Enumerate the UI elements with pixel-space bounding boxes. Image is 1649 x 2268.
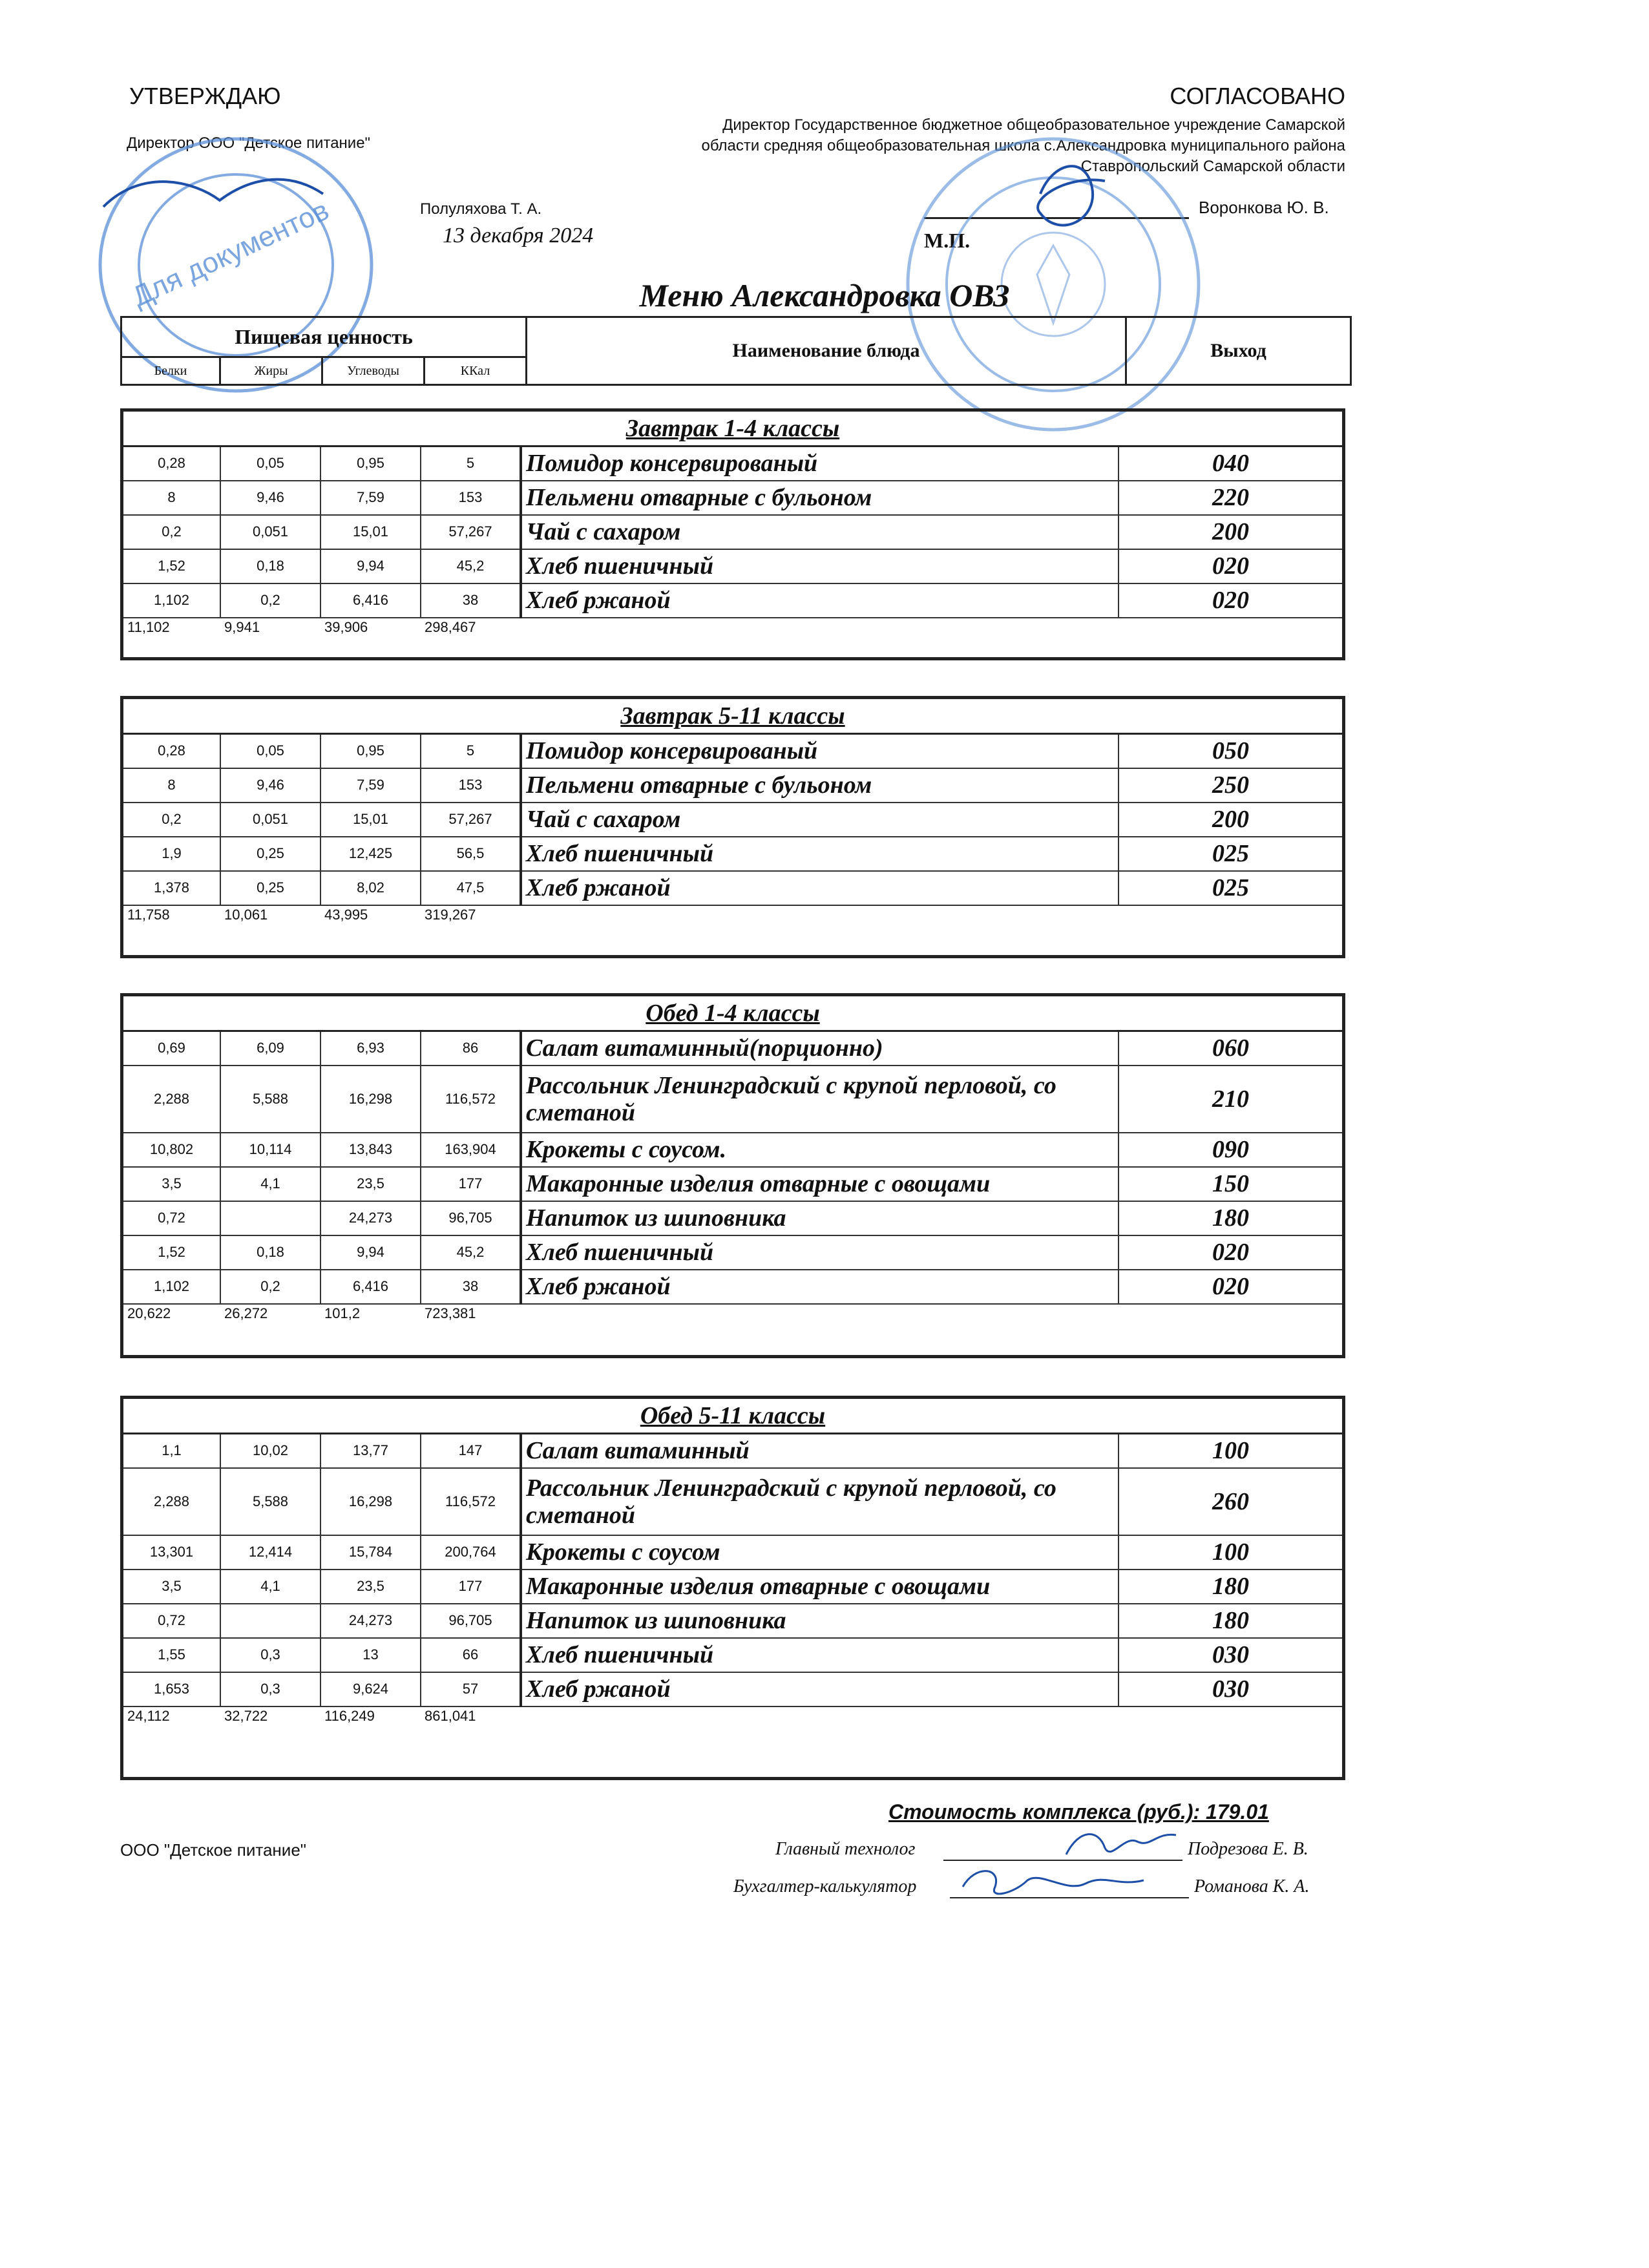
footer-org: ООО "Детское питание"	[120, 1840, 307, 1860]
total-empty	[521, 905, 1342, 925]
menu-row	[123, 1066, 1342, 1133]
section-breakfast-5-11	[120, 696, 1345, 958]
carbs-cell: 9,94	[320, 1235, 421, 1270]
menu-row	[123, 837, 1342, 871]
kcal-cell: 57,267	[421, 515, 521, 549]
kcal-cell: 96,705	[421, 1201, 521, 1235]
output-cell: 210	[1119, 1066, 1342, 1133]
kcal-cell: 57	[421, 1672, 521, 1706]
column-header	[120, 316, 1352, 386]
header-output: Выход	[1126, 317, 1351, 385]
dish-cell: Хлеб пшеничный	[521, 837, 1119, 871]
total-cell: 26,272	[220, 1304, 320, 1323]
menu-row	[123, 583, 1342, 618]
carbs-cell: 16,298	[320, 1066, 421, 1133]
total-cell: 32,722	[220, 1706, 320, 1726]
agreed-line2: области средняя общеобразовательная школа с.Александровка муниципального района	[701, 137, 1345, 154]
kcal-cell: 96,705	[421, 1604, 521, 1638]
menu-row	[123, 734, 1342, 768]
carbs-cell: 7,59	[320, 768, 421, 803]
header-dish: Наименование блюда	[527, 317, 1126, 385]
section-lunch-5-11	[120, 1396, 1345, 1780]
agreed-title: СОГЛАСОВАНО	[1170, 83, 1345, 109]
proteins-cell: 1,653	[123, 1672, 220, 1706]
section-table	[123, 996, 1342, 1323]
section-table	[123, 1399, 1342, 1726]
carbs-cell: 13	[320, 1638, 421, 1672]
fats-cell: 9,46	[220, 768, 320, 803]
proteins-cell: 1,52	[123, 1235, 220, 1270]
mp-label: М.П.	[924, 229, 971, 252]
carbs-cell: 0,95	[320, 446, 421, 481]
dish-cell: Хлеб пшеничный	[521, 549, 1119, 583]
kcal-cell: 200,764	[421, 1535, 521, 1570]
carbs-cell: 15,784	[320, 1535, 421, 1570]
proteins-cell: 13,301	[123, 1535, 220, 1570]
total-cell: 39,906	[320, 618, 421, 637]
total-row	[123, 1706, 1342, 1726]
dish-cell: Чай с сахаром	[521, 515, 1119, 549]
kcal-cell: 45,2	[421, 1235, 521, 1270]
output-cell: 100	[1119, 1535, 1342, 1570]
output-cell: 020	[1119, 549, 1342, 583]
dish-cell: Хлеб пшеничный	[521, 1235, 1119, 1270]
menu-row	[123, 1570, 1342, 1604]
menu-row	[123, 768, 1342, 803]
fats-cell: 4,1	[220, 1570, 320, 1604]
total-row	[123, 618, 1342, 637]
total-cell: 861,041	[421, 1706, 521, 1726]
proteins-cell: 1,102	[123, 583, 220, 618]
menu-row	[123, 515, 1342, 549]
dish-cell: Чай с сахаром	[521, 803, 1119, 837]
kcal-cell: 38	[421, 1270, 521, 1304]
carbs-cell: 24,273	[320, 1604, 421, 1638]
fats-cell: 0,3	[220, 1672, 320, 1706]
dish-cell: Хлеб ржаной	[521, 871, 1119, 905]
header-proteins: Белки	[121, 357, 220, 385]
proteins-cell: 2,288	[123, 1468, 220, 1535]
carbs-cell: 15,01	[320, 515, 421, 549]
approve-date: 13 декабря 2024	[443, 224, 594, 247]
total-cell: 20,622	[123, 1304, 220, 1323]
stamp-text: Для документов	[127, 194, 334, 313]
proteins-cell: 1,378	[123, 871, 220, 905]
dish-cell: Крокеты с соусом.	[521, 1133, 1119, 1167]
dish-cell: Хлеб ржаной	[521, 1672, 1119, 1706]
section-title: Обед 5-11 классы	[123, 1399, 1342, 1434]
output-cell: 090	[1119, 1133, 1342, 1167]
approve-position: Директор ООО "Детское питание"	[127, 134, 371, 152]
section-title: Обед 1-4 классы	[123, 996, 1342, 1031]
fats-cell	[220, 1604, 320, 1638]
proteins-cell: 1,55	[123, 1638, 220, 1672]
kcal-cell: 57,267	[421, 803, 521, 837]
dish-cell: Помидор консервированый	[521, 446, 1119, 481]
kcal-cell: 116,572	[421, 1066, 521, 1133]
kcal-cell: 5	[421, 446, 521, 481]
output-cell: 020	[1119, 1235, 1342, 1270]
dish-cell: Пельмени отварные с бульоном	[521, 481, 1119, 515]
menu-row	[123, 481, 1342, 515]
kcal-cell: 153	[421, 481, 521, 515]
dish-cell: Крокеты с соусом	[521, 1535, 1119, 1570]
kcal-cell: 86	[421, 1031, 521, 1066]
section-table	[123, 699, 1342, 925]
proteins-cell: 1,102	[123, 1270, 220, 1304]
section-table	[123, 412, 1342, 637]
agreed-line3: Ставропольский Самарской области	[1080, 158, 1345, 175]
kcal-cell: 177	[421, 1570, 521, 1604]
kcal-cell: 147	[421, 1434, 521, 1468]
menu-row	[123, 1235, 1342, 1270]
fats-cell: 0,2	[220, 583, 320, 618]
proteins-cell: 10,802	[123, 1133, 220, 1167]
agreed-line1: Директор Государственное бюджетное общеобразовательное учреждение Самарской	[722, 116, 1345, 134]
dish-cell: Пельмени отварные с бульоном	[521, 768, 1119, 803]
fats-cell: 5,588	[220, 1468, 320, 1535]
menu-row	[123, 1133, 1342, 1167]
menu-row	[123, 1270, 1342, 1304]
fats-cell: 0,05	[220, 446, 320, 481]
fats-cell	[220, 1201, 320, 1235]
signature-agreed	[1038, 166, 1105, 225]
output-cell: 030	[1119, 1638, 1342, 1672]
header-fats: Жиры	[220, 357, 322, 385]
output-cell: 100	[1119, 1434, 1342, 1468]
section-title: Завтрак 5-11 классы	[123, 699, 1342, 734]
output-cell: 200	[1119, 803, 1342, 837]
dish-cell: Хлеб пшеничный	[521, 1638, 1119, 1672]
header-kcal: ККал	[425, 357, 527, 385]
proteins-cell: 1,9	[123, 837, 220, 871]
agreed-name: Воронкова Ю. В.	[1199, 198, 1329, 217]
menu-row	[123, 1604, 1342, 1638]
kcal-cell: 163,904	[421, 1133, 521, 1167]
dish-cell: Хлеб ржаной	[521, 1270, 1119, 1304]
carbs-cell: 24,273	[320, 1201, 421, 1235]
carbs-cell: 12,425	[320, 837, 421, 871]
fats-cell: 0,051	[220, 803, 320, 837]
kcal-cell: 5	[421, 734, 521, 768]
menu-row	[123, 1201, 1342, 1235]
proteins-cell: 0,28	[123, 734, 220, 768]
output-cell: 200	[1119, 515, 1342, 549]
approve-title: УТВЕРЖДАЮ	[129, 83, 281, 109]
proteins-cell: 0,69	[123, 1031, 220, 1066]
proteins-cell: 0,28	[123, 446, 220, 481]
header-carbs: Углеводы	[322, 357, 425, 385]
dish-cell: Напиток из шиповника	[521, 1201, 1119, 1235]
fats-cell: 0,18	[220, 1235, 320, 1270]
kcal-cell: 45,2	[421, 549, 521, 583]
proteins-cell: 0,2	[123, 515, 220, 549]
proteins-cell: 3,5	[123, 1570, 220, 1604]
kcal-cell: 47,5	[421, 871, 521, 905]
menu-row	[123, 446, 1342, 481]
carbs-cell: 8,02	[320, 871, 421, 905]
carbs-cell: 23,5	[320, 1167, 421, 1201]
output-cell: 020	[1119, 583, 1342, 618]
cost-label: Стоимость комплекса (руб.): 179.01	[888, 1800, 1269, 1823]
kcal-cell: 66	[421, 1638, 521, 1672]
section-breakfast-1-4	[120, 408, 1345, 660]
fats-cell: 0,25	[220, 871, 320, 905]
dish-cell: Рассольник Ленинградский с крупой перловой, со сметаной	[521, 1066, 1119, 1133]
total-cell: 11,758	[123, 905, 220, 925]
proteins-cell: 3,5	[123, 1167, 220, 1201]
proteins-cell: 0,2	[123, 803, 220, 837]
output-cell: 050	[1119, 734, 1342, 768]
proteins-cell: 2,288	[123, 1066, 220, 1133]
menu-row	[123, 1468, 1342, 1535]
output-cell: 020	[1119, 1270, 1342, 1304]
total-cell: 24,112	[123, 1706, 220, 1726]
dish-cell: Салат витаминный(порционно)	[521, 1031, 1119, 1066]
output-cell: 150	[1119, 1167, 1342, 1201]
carbs-cell: 6,93	[320, 1031, 421, 1066]
fats-cell: 0,18	[220, 549, 320, 583]
carbs-cell: 0,95	[320, 734, 421, 768]
fats-cell: 12,414	[220, 1535, 320, 1570]
section-title: Завтрак 1-4 классы	[123, 412, 1342, 446]
fats-cell: 10,02	[220, 1434, 320, 1468]
total-cell: 116,249	[320, 1706, 421, 1726]
carbs-cell: 23,5	[320, 1570, 421, 1604]
kcal-cell: 177	[421, 1167, 521, 1201]
total-empty	[521, 1304, 1342, 1323]
total-row	[123, 905, 1342, 925]
fats-cell: 6,09	[220, 1031, 320, 1066]
carbs-cell: 6,416	[320, 583, 421, 618]
fats-cell: 0,25	[220, 837, 320, 871]
output-cell: 180	[1119, 1604, 1342, 1638]
kcal-cell: 38	[421, 583, 521, 618]
carbs-cell: 15,01	[320, 803, 421, 837]
menu-row	[123, 1638, 1342, 1672]
carbs-cell: 13,77	[320, 1434, 421, 1468]
output-cell: 180	[1119, 1570, 1342, 1604]
proteins-cell: 0,72	[123, 1201, 220, 1235]
menu-row	[123, 803, 1342, 837]
menu-title: Меню Александровка ОВЗ	[639, 277, 1010, 313]
total-cell: 101,2	[320, 1304, 421, 1323]
dish-cell: Помидор консервированый	[521, 734, 1119, 768]
signature-approve	[103, 180, 323, 207]
dish-cell: Напиток из шиповника	[521, 1604, 1119, 1638]
output-cell: 250	[1119, 768, 1342, 803]
dish-cell: Салат витаминный	[521, 1434, 1119, 1468]
menu-row	[123, 1167, 1342, 1201]
carbs-cell: 9,94	[320, 549, 421, 583]
fats-cell: 0,3	[220, 1638, 320, 1672]
menu-row	[123, 1031, 1342, 1066]
proteins-cell: 0,72	[123, 1604, 220, 1638]
output-cell: 260	[1119, 1468, 1342, 1535]
carbs-cell: 9,624	[320, 1672, 421, 1706]
output-cell: 060	[1119, 1031, 1342, 1066]
total-cell: 11,102	[123, 618, 220, 637]
total-empty	[521, 618, 1342, 637]
menu-row	[123, 1535, 1342, 1570]
fats-cell: 4,1	[220, 1167, 320, 1201]
output-cell: 040	[1119, 446, 1342, 481]
kcal-cell: 153	[421, 768, 521, 803]
total-cell: 723,381	[421, 1304, 521, 1323]
menu-row	[123, 549, 1342, 583]
fats-cell: 5,588	[220, 1066, 320, 1133]
tech-name: Подрезова Е. В.	[1188, 1839, 1308, 1859]
carbs-cell: 6,416	[320, 1270, 421, 1304]
dish-cell: Рассольник Ленинградский с крупой перловой, со сметаной	[521, 1468, 1119, 1535]
total-cell: 43,995	[320, 905, 421, 925]
fats-cell: 9,46	[220, 481, 320, 515]
output-cell: 030	[1119, 1672, 1342, 1706]
menu-row	[123, 1434, 1342, 1468]
output-cell: 220	[1119, 481, 1342, 515]
fats-cell: 10,114	[220, 1133, 320, 1167]
approve-name: Полуляхова Т. А.	[420, 200, 542, 218]
dish-cell: Макаронные изделия отварные с овощами	[521, 1167, 1119, 1201]
carbs-cell: 13,843	[320, 1133, 421, 1167]
section-lunch-1-4	[120, 993, 1345, 1358]
kcal-cell: 56,5	[421, 837, 521, 871]
proteins-cell: 1,52	[123, 549, 220, 583]
dish-cell: Макаронные изделия отварные с овощами	[521, 1570, 1119, 1604]
total-cell: 298,467	[421, 618, 521, 637]
proteins-cell: 8	[123, 768, 220, 803]
total-empty	[521, 1706, 1342, 1726]
menu-row	[123, 1672, 1342, 1706]
fats-cell: 0,05	[220, 734, 320, 768]
output-cell: 025	[1119, 871, 1342, 905]
acc-role: Бухгалтер-калькулятор	[733, 1876, 917, 1896]
carbs-cell: 7,59	[320, 481, 421, 515]
proteins-cell: 1,1	[123, 1434, 220, 1468]
kcal-cell: 116,572	[421, 1468, 521, 1535]
total-row	[123, 1304, 1342, 1323]
fats-cell: 0,051	[220, 515, 320, 549]
menu-row	[123, 871, 1342, 905]
total-cell: 9,941	[220, 618, 320, 637]
header-nutrition: Пищевая ценность	[121, 317, 527, 357]
fats-cell: 0,2	[220, 1270, 320, 1304]
dish-cell: Хлеб ржаной	[521, 583, 1119, 618]
output-cell: 025	[1119, 837, 1342, 871]
total-cell: 319,267	[421, 905, 521, 925]
carbs-cell: 16,298	[320, 1468, 421, 1535]
output-cell: 180	[1119, 1201, 1342, 1235]
tech-role: Главный технолог	[775, 1839, 916, 1859]
proteins-cell: 8	[123, 481, 220, 515]
total-cell: 10,061	[220, 905, 320, 925]
signature-accountant	[956, 1861, 1150, 1906]
acc-name: Романова К. А.	[1194, 1876, 1310, 1896]
